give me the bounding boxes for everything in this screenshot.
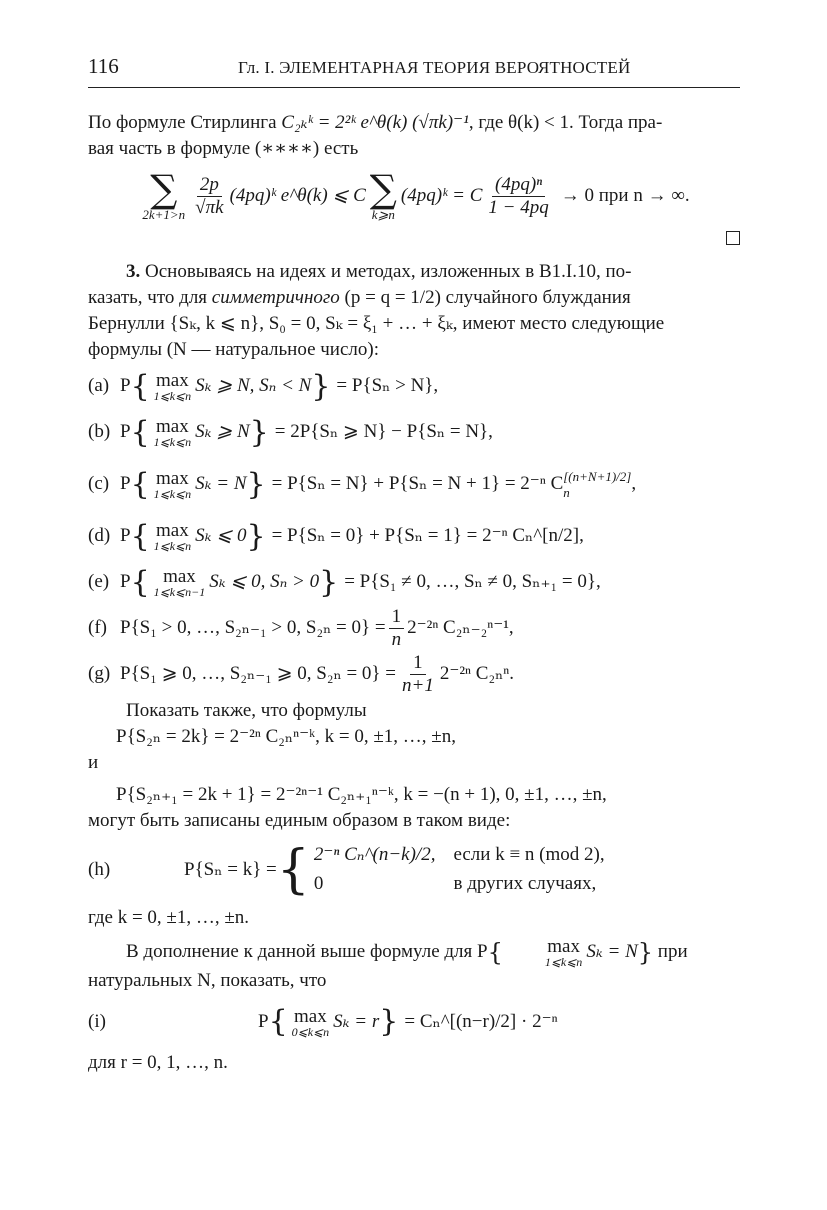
max-operator: max 1⩽k⩽n [153,370,192,404]
sum-limit-1: 2k+1>n [142,207,186,223]
formula-c-superscript: [(n+N+1)/2] [563,468,632,484]
formula-label: (e) [88,571,110,593]
formula-label: (c) [88,473,110,495]
formula-a: (a) P { max 1⩽k⩽n Sₖ ⩾ N, Sₙ < N } = P{Sₙ > N}, [88,368,439,404]
formula-c-subscript: n [563,484,570,500]
formula-inner: Sₖ ⩽ 0, Sₙ > 0 [209,571,320,593]
qed-square-icon [88,231,740,245]
formula-g [88,652,740,698]
formula-f-lhs: P{S₁ > 0, …, S₂ₙ₋₁ > 0, S₂ₙ = 0} = [120,617,386,639]
max-limit: 0⩽k⩽n [291,1024,330,1039]
max-limit: 1⩽k⩽n [153,539,192,554]
sum-operator-1: ∑ 2k+1>n [142,167,186,223]
formula-e: (e) P { max 1⩽k⩽n−1 Sₖ ⩽ 0, Sₙ > 0 } = P{S₁ ≠ 0, …, Sₙ ≠ 0, Sₙ₊₁ = 0}, [88,564,601,600]
sum-operator-2: ∑ k⩾n [369,167,397,223]
intro-line2: вая часть в формуле (∗∗∗∗) есть [88,138,359,160]
formula-i: (i) P { max 0⩽k⩽n Sₖ = r } = Cₙ^[(n−r)/2] · 2⁻ⁿ [88,1004,558,1040]
formula-rhs: = P{Sₙ = 0} + P{Sₙ = 1} = 2⁻ⁿ Cₙ^[n/2], [271,525,584,547]
also-text: Показать также, что формулы [126,699,367,721]
max-operator: max 1⩽k⩽n [507,937,582,968]
formula-inner: Sₖ = N [195,473,247,495]
formula-g-numerator: 1 [410,652,426,675]
problem-text-a: Основываясь на идеях и методах, изложенных в В1.I.10, по- [145,260,632,282]
prob-symbol: P [120,473,131,495]
formula-f [88,606,740,652]
sum-limit-2: k⩾n [371,207,395,223]
formula-i-rhs: = Cₙ^[(n−r)/2] · 2⁻ⁿ [404,1011,558,1032]
formula-label: (a) [88,375,110,397]
case-1-condition: если k ≡ n (mod 2), [453,844,605,866]
problem-number: 3. [126,260,141,282]
formula-label: (b) [88,421,111,443]
formula-rhs: = 2P{Sₙ ⩾ N} − P{Sₙ = N}, [274,421,493,443]
formula-h-cases: { 2⁻ⁿ Cₙ^(n−k)/2, если k ≡ n (mod 2), 0 в других случаях, [277,841,623,897]
case-1-value: 2⁻ⁿ Cₙ^(n−k)/2, [313,844,436,866]
addition-text-2: при [657,940,688,962]
formula-inner: Sₖ ⩽ 0 [195,525,247,547]
max-operator: max 1⩽k⩽n−1 [153,566,206,600]
formula-d: (d) P { max 1⩽k⩽n Sₖ ⩽ 0 } = P{Sₙ = 0} + P{Sₙ = 1} = 2⁻ⁿ Cₙ^[n/2], [88,518,584,554]
book-page [88,52,740,1076]
also-formula-1: P{S₂ₙ = 2k} = 2⁻²ⁿ C₂ₙⁿ⁻ᵏ, k = 0, ±1, …, ±n, [116,725,456,747]
max-operator: max 1⩽k⩽n [153,520,192,554]
formula-label: (g) [88,663,111,685]
prob-symbol: P [120,525,131,547]
fraction-2-numerator: (4pq)ⁿ [492,174,545,197]
addition-line-1: В дополнение к данной выше формуле для P{ max 1⩽k⩽n Sₖ = N} при [126,935,688,969]
sum-tail: → 0 при n → ∞. [560,185,690,207]
formula-b: (b) P { max 1⩽k⩽n Sₖ ⩾ N } = 2P{Sₙ ⩾ N} − P{Sₙ = N}, [88,414,493,450]
max-limit: 1⩽k⩽n [153,487,192,502]
formula-h [88,835,740,905]
formula-rhs: = P{Sₙ = N} + P{Sₙ = N + 1} = 2⁻ⁿ C [271,473,564,495]
prob-symbol: P [120,571,131,593]
prob-symbol: P [477,940,488,962]
formula-g-rhs: 2⁻²ⁿ C₂ₙⁿ. [439,663,515,685]
formula-rhs: = P{Sₙ > N}, [336,375,439,397]
stirling-formula: C₂ₖᵏ = 2²ᵏ e^θ(k) (√πk)⁻¹ [281,111,469,133]
sum-term-2: (4pq)ᵏ = C [400,185,483,207]
max-operator: max 1⩽k⩽n [153,468,192,502]
formula-label: (d) [88,525,111,547]
formula-c-end: , [631,473,637,495]
formula-f-fraction [389,606,405,651]
problem-emphasis: симметричного [211,286,340,308]
also-text-2: могут быть записаны единым образом в таком виде: [88,810,511,832]
prob-symbol: P [120,421,131,443]
fraction-1-denominator: √πk [195,197,224,219]
problem-line-4: формулы (N — натуральное число): [88,339,379,361]
sum-display [88,167,740,223]
formula-rhs: = P{S₁ ≠ 0, …, Sₙ ≠ 0, Sₙ₊₁ = 0}, [344,571,601,593]
prob-symbol: P [120,375,131,397]
formula-g-denominator: n+1 [402,675,434,697]
formula-c: (c) P { max 1⩽k⩽n Sₖ = N } = P{Sₙ = N} + P{Sₙ = N + 1} = 2⁻ⁿ C [(n+N+1)/2] n , [88,466,637,502]
max-operator: max 1⩽k⩽n [153,416,192,450]
formula-list [88,364,740,698]
formula-h-lhs: P{Sₙ = k} = [184,858,277,880]
problem-text-b2: (p = q = 1/2) случайного блуждания [344,286,631,308]
addition-text-1: В дополнение к данной выше формуле для [126,940,473,962]
formula-label: (f) [88,617,107,639]
prob-symbol: P [258,1011,269,1032]
formula-inner: Sₖ ⩾ N [195,421,250,443]
formula-h-where: где k = 0, ±1, …, ±n. [88,906,250,928]
formula-i-tail: для r = 0, 1, …, n. [88,1052,228,1074]
formula-label: (h) [88,858,111,880]
fraction-1 [192,174,226,219]
case-2-value: 0 [313,872,324,894]
sum-term-1: (4pq)ᵏ e^θ(k) ⩽ C [229,185,366,207]
formula-i-inner: Sₖ = r [333,1011,380,1032]
fraction-2 [485,174,551,219]
fraction-2-denominator: 1 − 4pq [488,197,549,219]
formula-g-fraction [399,652,437,697]
fraction-1-numerator: 2p [197,174,222,197]
stirling-line [88,110,740,136]
formula-inner: Sₖ ⩾ N, Sₙ < N [195,375,312,397]
max-limit: 1⩽k⩽n [153,389,192,404]
formula-f-denominator: n [391,629,402,651]
formula-label: (i) [88,1011,106,1032]
max-limit: 1⩽k⩽n−1 [153,585,206,600]
max-operator: max 0⩽k⩽n [291,1005,330,1039]
addition-line-2: натуральных N, показать, что [88,969,327,991]
problem-line-1 [88,259,740,285]
also-formula-2: P{S₂ₙ₊₁ = 2k + 1} = 2⁻²ⁿ⁻¹ C₂ₙ₊₁ⁿ⁻ᵏ, k = −(n + 1), 0, ±1, …, ±n, [116,784,607,806]
running-title: Гл. I. ЭЛЕМЕНТАРНАЯ ТЕОРИЯ ВЕРОЯТНОСТЕЙ [238,58,631,77]
stirling-where: , где θ(k) < 1. Тогда пра- [468,111,663,133]
problem-line-2 [88,285,740,311]
page-number: 116 [88,54,119,78]
problem-text-b1: казать, что для [88,286,208,308]
also-and: и [88,752,99,774]
case-2-condition: в других случаях, [453,872,597,894]
formula-f-rhs: 2⁻²ⁿ C₂ₙ₋₂ⁿ⁻¹, [407,617,514,639]
stirling-prefix: По формуле Стирлинга [88,111,277,133]
formula-g-lhs: P{S₁ ⩾ 0, …, S₂ₙ₋₁ ⩾ 0, S₂ₙ = 0} = [120,663,396,685]
max-limit: 1⩽k⩽n [153,435,192,450]
formula-f-numerator: 1 [389,606,405,629]
addition-inner: Sₖ = N [586,940,638,962]
problem-line-3: Бернулли {Sₖ, k ⩽ n}, S₀ = 0, Sₖ = ξ₁ + … + ξₖ, имеют место следующие [88,313,665,335]
max-limit: 1⩽k⩽n [544,954,583,969]
page-header [88,52,740,88]
